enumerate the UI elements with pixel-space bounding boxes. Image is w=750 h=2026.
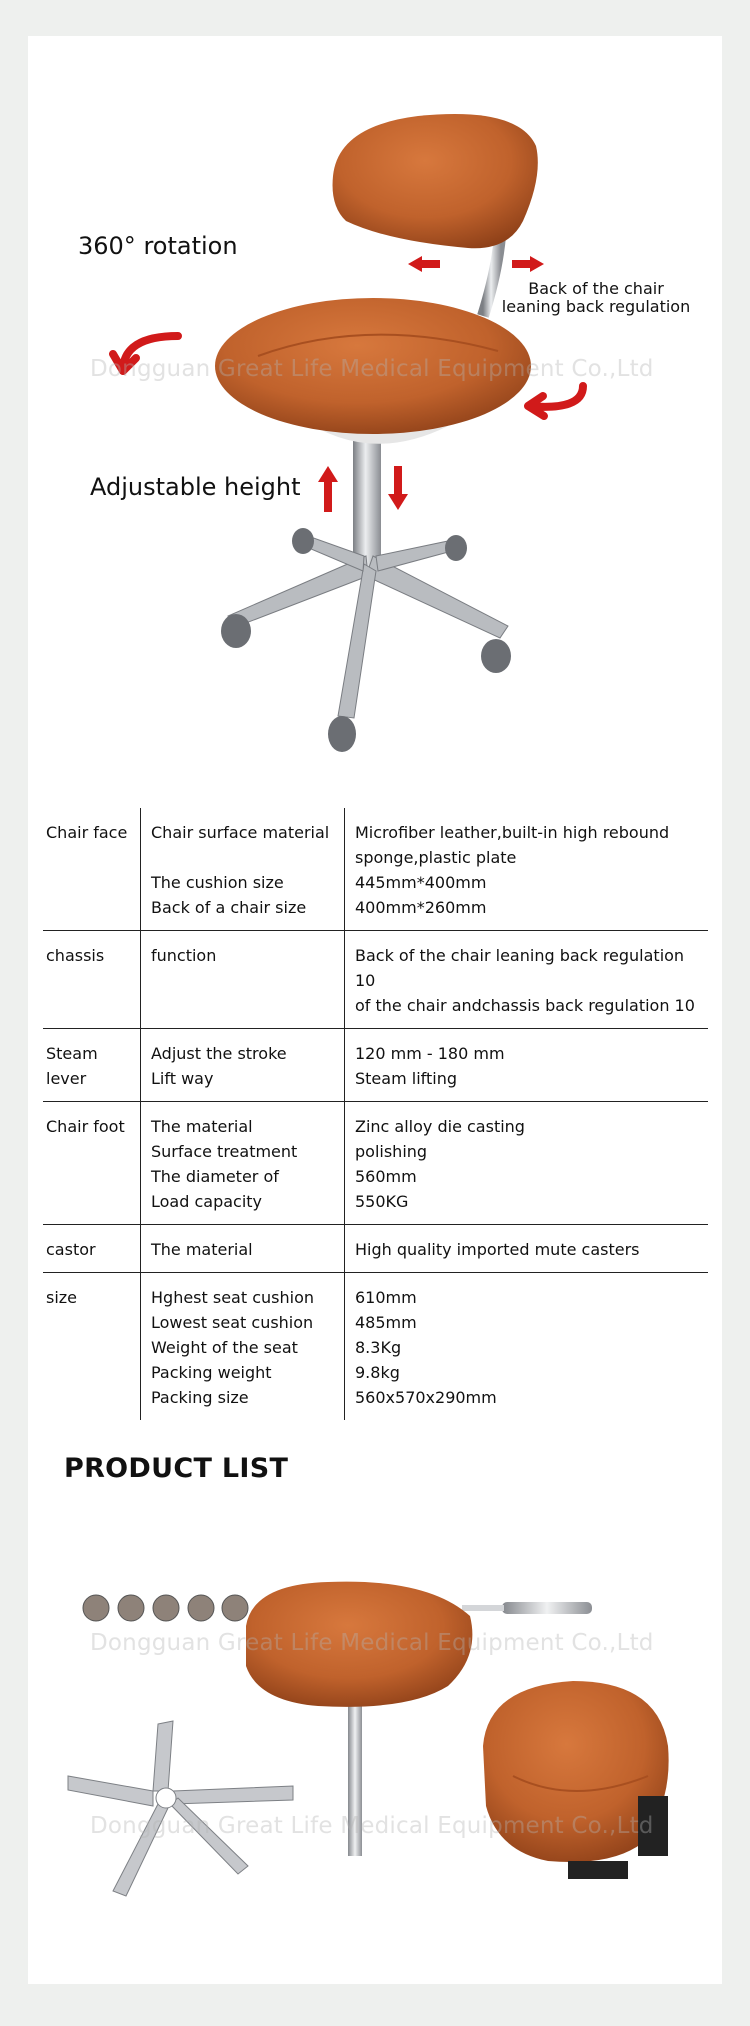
spec-value: Microfiber leather,built-in high rebound [355, 823, 670, 842]
backrest [333, 114, 538, 248]
spec-value: 610mm [355, 1288, 417, 1307]
spec-item: The diameter of [151, 1167, 279, 1186]
product-list-illustration [28, 1506, 722, 2026]
spec-items [141, 808, 345, 931]
product-detail-page [28, 36, 722, 1984]
spec-values [345, 1029, 709, 1102]
spec-value: 9.8kg [355, 1363, 400, 1382]
spec-value: 445mm*400mm [355, 873, 487, 892]
callout-rotation: 360° rotation [78, 232, 238, 260]
spec-values [345, 808, 709, 931]
spec-items [141, 1029, 345, 1102]
callout-back-regulation: Back of the chair leaning back regulation [501, 279, 691, 316]
spec-items [141, 1102, 345, 1225]
caster-set [83, 1595, 248, 1621]
spec-item: Hghest seat cushion [151, 1288, 314, 1307]
back-regulation-arrows-icon [408, 256, 544, 272]
spec-item: Back of a chair size [151, 898, 307, 917]
spec-row [43, 1029, 708, 1102]
spec-item: The material [151, 1117, 253, 1136]
spec-item: Chair surface material [151, 823, 330, 842]
spec-category: size [43, 1273, 141, 1421]
spec-value: Zinc alloy die casting [355, 1117, 525, 1136]
spec-values [345, 1273, 709, 1421]
spec-item: Lowest seat cushion [151, 1313, 314, 1332]
spec-item: Packing size [151, 1388, 249, 1407]
spec-item: Packing weight [151, 1363, 272, 1382]
spec-item: Load capacity [151, 1192, 263, 1211]
spec-value: 560x570x290mm [355, 1388, 497, 1407]
watermark: Dongguan Great Life Medical Equipment Co.,Ltd [90, 1630, 654, 1656]
spec-item: function [151, 946, 217, 965]
spec-item: Adjust the stroke [151, 1044, 287, 1063]
spec-value: of the chair andchassis back regulation 10 [355, 996, 695, 1015]
spec-item: Surface treatment [151, 1142, 298, 1161]
spec-values [345, 1225, 709, 1273]
spec-value: 550KG [355, 1192, 409, 1211]
spec-category: castor [43, 1225, 141, 1273]
gas-cylinder [502, 1602, 592, 1614]
spec-items [141, 1225, 345, 1273]
spec-category: Chair foot [43, 1102, 141, 1225]
watermark: Dongguan Great Life Medical Equipment Co.,Ltd [90, 356, 654, 382]
spec-row [43, 1102, 708, 1225]
spec-item: The cushion size [151, 873, 284, 892]
spec-value: High quality imported mute casters [355, 1240, 640, 1259]
spec-value: polishing [355, 1142, 428, 1161]
rotation-arrow-right-icon [528, 386, 583, 416]
spec-item: Lift way [151, 1069, 214, 1088]
spec-item [151, 845, 340, 870]
spec-values [345, 931, 709, 1029]
chair-illustration [28, 36, 722, 776]
spec-items [141, 1273, 345, 1421]
spec-value: 485mm [355, 1313, 417, 1332]
spec-row [43, 1225, 708, 1273]
spec-category: chassis [43, 931, 141, 1029]
spec-category: Steam lever [43, 1029, 141, 1102]
spec-values [345, 1102, 709, 1225]
specification-table [43, 808, 708, 1420]
spec-row [43, 1273, 708, 1421]
spec-row [43, 931, 708, 1029]
spec-value: 400mm*260mm [355, 898, 487, 917]
spec-row [43, 808, 708, 931]
product-list-title: PRODUCT LIST [64, 1453, 289, 1484]
spec-item: Weight of the seat [151, 1338, 298, 1357]
spec-category: Chair face [46, 823, 128, 842]
spec-items [141, 931, 345, 1029]
spec-item: The material [151, 1240, 253, 1259]
spec-value: sponge,plastic plate [355, 848, 517, 867]
spec-value: 560mm [355, 1167, 417, 1186]
callout-adjustable-height: Adjustable height [90, 473, 301, 501]
watermark: Dongguan Great Life Medical Equipment Co.,Ltd [90, 1813, 654, 1839]
spec-value: Steam lifting [355, 1069, 458, 1088]
star-base-part [68, 1721, 293, 1896]
spec-value: 8.3Kg [355, 1338, 402, 1357]
spec-value: Back of the chair leaning back regulation 10 [355, 946, 685, 990]
spec-value: 120 mm - 180 mm [355, 1044, 505, 1063]
